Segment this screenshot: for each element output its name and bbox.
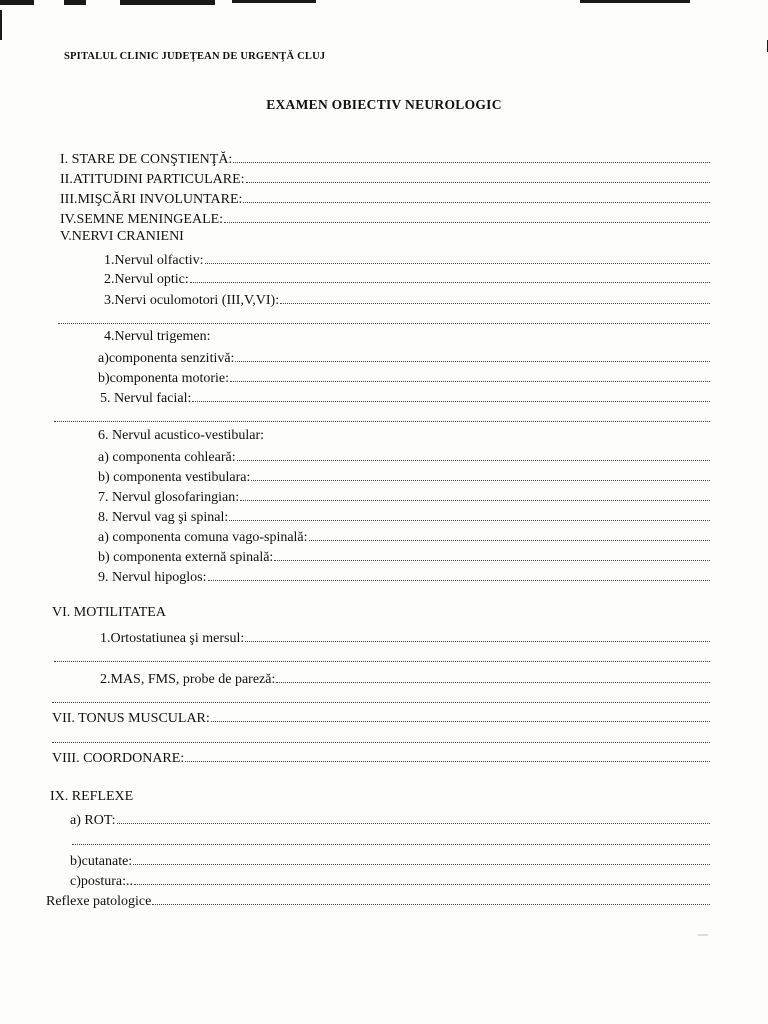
form-continuation-line [52, 688, 710, 703]
form-line-1-nervul-olfactiv [104, 249, 710, 270]
dotted-fill-line[interactable] [72, 830, 710, 845]
form-label: 2.Nervul optic: [104, 272, 189, 287]
form-line-6-nervul-acustico-vestibular [98, 427, 710, 445]
dotted-fill-line[interactable] [190, 268, 710, 283]
form-label: b)cutanate: [70, 854, 133, 869]
dotted-fill-line[interactable] [233, 148, 710, 163]
form-line-v-nervi-cranieni [60, 228, 710, 246]
form-label: 2.MAS, FMS, probe de pareză: [100, 672, 276, 687]
form-line-a-componenta-cohleara [98, 446, 710, 467]
form-label: a) componenta cohleară: [98, 450, 236, 465]
form-line-5-nervul-facial [100, 387, 710, 408]
form-line-a-componenta-comuna-vago-spinala [98, 526, 710, 547]
form-label: 5. Nervul facial: [100, 391, 192, 406]
form-continuation-line [58, 309, 710, 324]
form-label: V.NERVI CRANIENI [60, 229, 184, 244]
form-line-viii-coordonare [52, 747, 710, 768]
form-label: I. STARE DE CONŞTIENŢĂ: [60, 152, 233, 167]
form-line-3-nervi-oculomotori-iii-v-vi [104, 289, 710, 310]
form-line-ix-reflexe [50, 788, 710, 806]
form-line-9-nervul-hipoglos [98, 566, 710, 587]
dotted-fill-line[interactable] [309, 526, 710, 541]
form-line-b-componenta-vestibulara [98, 466, 710, 487]
dotted-fill-line[interactable] [246, 168, 710, 183]
form-label: 3.Nervi oculomotori (III,V,VI): [104, 293, 280, 308]
form-label: 8. Nervul vag şi spinal: [98, 510, 229, 525]
form-line-7-nervul-glosofaringian [98, 486, 710, 507]
form-line-iii-miscari-involuntare [60, 188, 710, 209]
dotted-fill-line[interactable] [251, 466, 710, 481]
dotted-fill-line[interactable] [52, 688, 710, 703]
form-line-1-ortostatiunea-si-mersul [100, 627, 710, 648]
form-label: III.MIŞCĂRI INVOLUNTARE: [60, 192, 243, 207]
dotted-fill-line[interactable] [205, 249, 710, 264]
form-line-vi-motilitatea [52, 604, 710, 622]
scan-top-edge [0, 0, 768, 8]
form-line-i-stare-de-constienta [60, 148, 710, 169]
dotted-fill-line[interactable] [211, 707, 710, 722]
form-continuation-line [54, 647, 710, 662]
form-label: VI. MOTILITATEA [52, 605, 166, 620]
dotted-fill-line[interactable] [245, 627, 710, 642]
form-line-b-componenta-motorie [98, 367, 710, 388]
form-line-2-nervul-optic [104, 268, 710, 289]
dotted-fill-line[interactable] [133, 850, 710, 865]
form-continuation-line [54, 407, 710, 422]
dotted-fill-line[interactable] [229, 506, 710, 521]
dotted-fill-line[interactable] [280, 289, 710, 304]
form-line-4-nervul-trigemen [104, 328, 710, 346]
form-continuation-line [52, 728, 710, 743]
scan-mark [698, 934, 708, 936]
page-title: EXAMEN OBIECTIV NEUROLOGIC [266, 97, 502, 112]
form-line-b-cutanate [70, 850, 710, 871]
form-label: 7. Nervul glosofaringian: [98, 490, 240, 505]
dotted-fill-line[interactable] [185, 747, 710, 762]
form-line-2-mas-fms-probe-de-pareza [100, 668, 710, 689]
form-label: 1.Nervul olfactiv: [104, 253, 204, 268]
form-label: c)postura:.. [70, 874, 133, 889]
dotted-fill-line[interactable] [58, 309, 710, 324]
hospital-header: SPITALUL CLINIC JUDEŢEAN DE URGENŢĂ CLUJ [64, 51, 326, 62]
form-line-a-componenta-senzitiva [98, 347, 710, 368]
dotted-fill-line[interactable] [235, 347, 710, 362]
form-line-ii-atitudini-particulare [60, 168, 710, 189]
dotted-fill-line[interactable] [134, 870, 710, 885]
form-label: b) componenta externă spinală: [98, 550, 274, 565]
dotted-fill-line[interactable] [274, 546, 710, 561]
form-label: b)componenta motorie: [98, 371, 230, 386]
dotted-fill-line[interactable] [240, 486, 710, 501]
dotted-fill-line[interactable] [237, 446, 710, 461]
form-label: a)componenta senzitivă: [98, 351, 235, 366]
dotted-fill-line[interactable] [192, 387, 710, 402]
form-continuation-line [72, 830, 710, 845]
form-label: 4.Nervul trigemen: [104, 329, 211, 344]
form-label: a) ROT: [70, 813, 116, 828]
dotted-fill-line[interactable] [117, 809, 710, 824]
dotted-fill-line[interactable] [52, 728, 710, 743]
scan-left-edge [0, 10, 2, 40]
form-label: 6. Nervul acustico-vestibular: [98, 428, 265, 443]
form-line-a-rot [70, 809, 710, 830]
form-label: Reflexe patologice [46, 894, 152, 909]
dotted-fill-line[interactable] [276, 668, 710, 683]
form-label: b) componenta vestibulara: [98, 470, 251, 485]
dotted-fill-line[interactable] [243, 188, 710, 203]
form-label: 9. Nervul hipoglos: [98, 570, 207, 585]
form-line-b-componenta-externa-spinala [98, 546, 710, 567]
dotted-fill-line[interactable] [230, 367, 710, 382]
form-label: VIII. COORDONARE: [52, 751, 185, 766]
form-line-8-nervul-vag-si-spinal [98, 506, 710, 527]
dotted-fill-line[interactable] [152, 890, 710, 905]
form-label: VII. TONUS MUSCULAR: [52, 711, 210, 726]
form-label: IX. REFLEXE [50, 789, 134, 804]
form-label: II.ATITUDINI PARTICULARE: [60, 172, 245, 187]
dotted-fill-line[interactable] [224, 208, 710, 223]
form-line-vii-tonus-muscular [52, 707, 710, 728]
form-label: 1.Ortostatiunea şi mersul: [100, 631, 245, 646]
form-line-c-postura [70, 870, 710, 891]
form-line-reflexe-patologice [46, 890, 710, 911]
dotted-fill-line[interactable] [54, 407, 710, 422]
form-label: a) componenta comuna vago-spinală: [98, 530, 308, 545]
form-line-iv-semne-meningeale [60, 208, 710, 229]
dotted-fill-line[interactable] [54, 647, 710, 662]
form-label: IV.SEMNE MENINGEALE: [60, 212, 224, 227]
dotted-fill-line[interactable] [208, 566, 711, 581]
